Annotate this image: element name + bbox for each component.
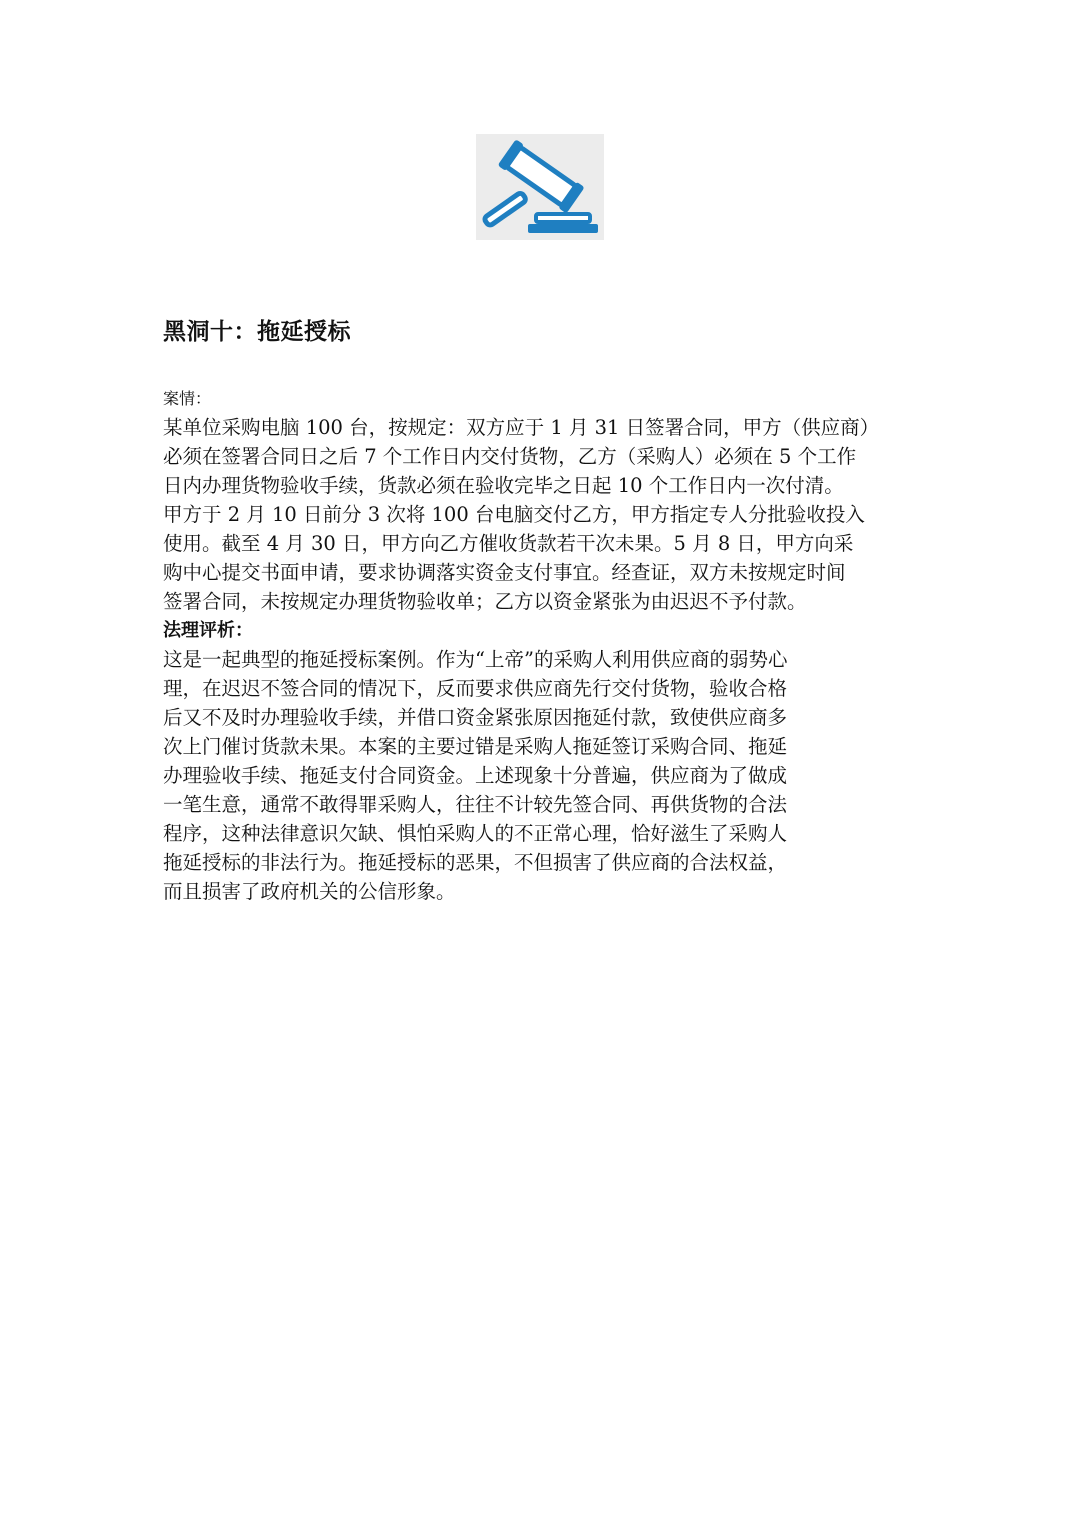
analysis-line: 拖延授标的非法行为。拖延授标的恶果，不但损害了供应商的合法权益， xyxy=(163,851,788,874)
case-paragraph xyxy=(163,413,923,616)
analysis-label: 法理评析： xyxy=(163,620,253,641)
case-line: 使用。截至 4 月 30 日，甲方向乙方催收货款若干次未果。5 月 8 日，甲方向采 xyxy=(163,532,854,555)
case-line: 购中心提交书面申请，要求协调落实资金支付事宜。经查证，双方未按规定时间 xyxy=(163,561,846,584)
analysis-line: 而且损害了政府机关的公信形象。 xyxy=(163,880,456,903)
document-body xyxy=(163,385,923,906)
case-line: 甲方于 2 月 10 日前分 3 次将 100 台电脑交付乙方，甲方指定专人分批验收投入 xyxy=(163,503,865,526)
analysis-line: 理，在迟迟不签合同的情况下，反而要求供应商先行交付货物，验收合格 xyxy=(163,677,788,700)
case-line: 日内办理货物验收手续，货款必须在验收完毕之日起 10 个工作日内一次付清。 xyxy=(163,474,844,497)
case-line: 签署合同，未按规定办理货物验收单；乙方以资金紧张为由迟迟不予付款。 xyxy=(163,590,807,613)
analysis-line: 这是一起典型的拖延授标案例。作为“上帝”的采购人利用供应商的弱势心 xyxy=(163,648,788,671)
gavel-logo xyxy=(476,134,604,240)
analysis-line: 一笔生意，通常不敢得罪采购人，往往不计较先签合同、再供货物的合法 xyxy=(163,793,788,816)
case-line: 某单位采购电脑 100 台，按规定：双方应于 1 月 31 日签署合同，甲方（供应商） xyxy=(163,416,880,439)
case-label: 案情： xyxy=(163,389,212,408)
analysis-line: 后又不及时办理验收手续，并借口资金紧张原因拖延付款，致使供应商多 xyxy=(163,706,788,729)
analysis-line: 办理验收手续、拖延支付合同资金。上述现象十分普遍，供应商为了做成 xyxy=(163,764,788,787)
analysis-paragraph xyxy=(163,645,923,906)
page-title: 黑洞十：拖延授标 xyxy=(163,318,351,345)
analysis-line: 次上门催讨货款未果。本案的主要过错是采购人拖延签订采购合同、拖延 xyxy=(163,735,788,758)
case-line: 必须在签署合同日之后 7 个工作日内交付货物，乙方（采购人）必须在 5 个工作 xyxy=(163,445,857,468)
gavel-icon xyxy=(476,134,604,240)
analysis-line: 程序，这种法律意识欠缺、惧怕采购人的不正常心理，恰好滋生了采购人 xyxy=(163,822,788,845)
